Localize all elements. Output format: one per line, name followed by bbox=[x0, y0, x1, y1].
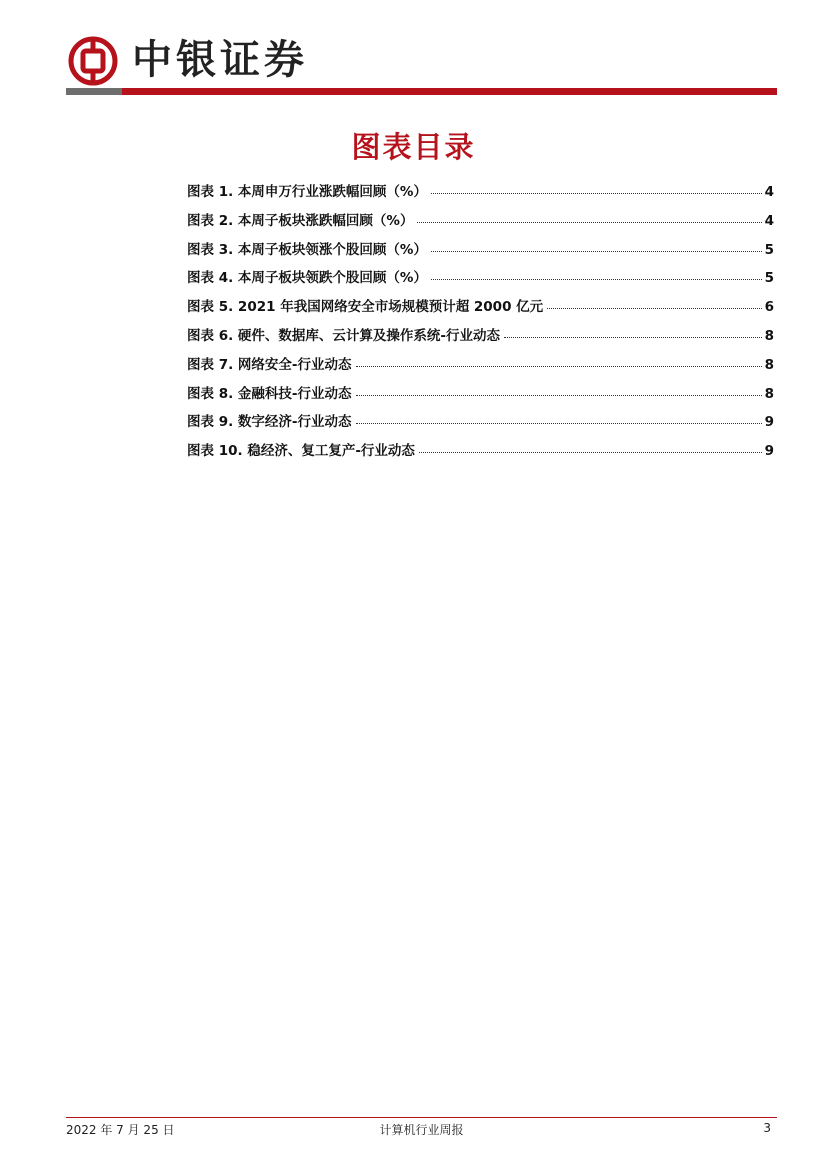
toc-item[interactable] bbox=[187, 180, 774, 209]
toc-item-page: 4 bbox=[764, 212, 774, 229]
toc-item-page: 8 bbox=[764, 385, 774, 402]
toc-item[interactable] bbox=[187, 266, 774, 295]
toc-item-label: 图表 7. 网络安全-行业动态 bbox=[187, 356, 352, 373]
toc-list bbox=[187, 180, 774, 468]
toc-dot-leader bbox=[356, 381, 762, 396]
footer-divider bbox=[66, 1117, 777, 1118]
header-divider bbox=[66, 88, 777, 95]
toc-item[interactable] bbox=[187, 209, 774, 238]
toc-item[interactable] bbox=[187, 410, 774, 439]
toc-dot-leader bbox=[356, 352, 762, 367]
toc-item[interactable] bbox=[187, 382, 774, 411]
toc-item-label: 图表 8. 金融科技-行业动态 bbox=[187, 385, 352, 402]
page-footer bbox=[66, 1121, 777, 1139]
footer-page-number: 3 bbox=[763, 1121, 771, 1135]
footer-date: 2022 年 7 月 25 日 bbox=[66, 1123, 175, 1137]
toc-item-label: 图表 1. 本周申万行业涨跌幅回顾（%） bbox=[187, 184, 427, 200]
toc-dot-leader bbox=[431, 179, 762, 194]
toc-item-label: 图表 10. 稳经济、复工复产-行业动态 bbox=[187, 443, 415, 460]
toc-item-page: 6 bbox=[764, 299, 774, 316]
toc-item-label: 图表 4. 本周子板块领跌个股回顾（%） bbox=[187, 270, 427, 287]
toc-dot-leader bbox=[417, 208, 761, 223]
toc-item[interactable] bbox=[187, 238, 774, 267]
toc-item-page: 8 bbox=[764, 356, 774, 373]
toc-item[interactable] bbox=[187, 353, 774, 382]
header-divider-accent bbox=[66, 88, 122, 95]
toc-item-label: 图表 3. 本周子板块领涨个股回顾（%） bbox=[187, 241, 427, 258]
toc-item[interactable] bbox=[187, 324, 774, 353]
toc-dot-leader bbox=[504, 323, 762, 338]
toc-dot-leader bbox=[419, 438, 762, 453]
toc-item-page: 5 bbox=[764, 270, 774, 287]
footer-report-title: 计算机行业周报 bbox=[379, 1123, 464, 1137]
boc-coin-logo-icon bbox=[68, 36, 118, 86]
toc-title: 图表目录 bbox=[351, 130, 476, 164]
page-header bbox=[66, 34, 777, 96]
toc-item[interactable] bbox=[187, 439, 774, 468]
toc-item-page: 9 bbox=[764, 414, 774, 431]
toc-item-label: 图表 2. 本周子板块涨跌幅回顾（%） bbox=[187, 212, 414, 229]
toc-item-page: 8 bbox=[764, 327, 774, 344]
toc-dot-leader bbox=[431, 265, 762, 280]
toc-item-page: 5 bbox=[764, 241, 774, 258]
toc-item[interactable] bbox=[187, 295, 774, 324]
toc-dot-leader bbox=[431, 237, 762, 252]
toc-item-label: 图表 9. 数字经济-行业动态 bbox=[187, 414, 352, 431]
toc-dot-leader bbox=[547, 294, 761, 309]
toc-dot-leader bbox=[356, 409, 762, 424]
toc-item-label: 图表 6. 硬件、数据库、云计算及操作系统-行业动态 bbox=[187, 327, 501, 344]
toc-item-page: 9 bbox=[764, 443, 774, 460]
brand-name: 中银证券 bbox=[132, 36, 308, 83]
toc-item-label: 图表 5. 2021 年我国网络安全市场规模预计超 2000 亿元 bbox=[187, 299, 544, 316]
toc-item-page: 4 bbox=[764, 184, 774, 200]
